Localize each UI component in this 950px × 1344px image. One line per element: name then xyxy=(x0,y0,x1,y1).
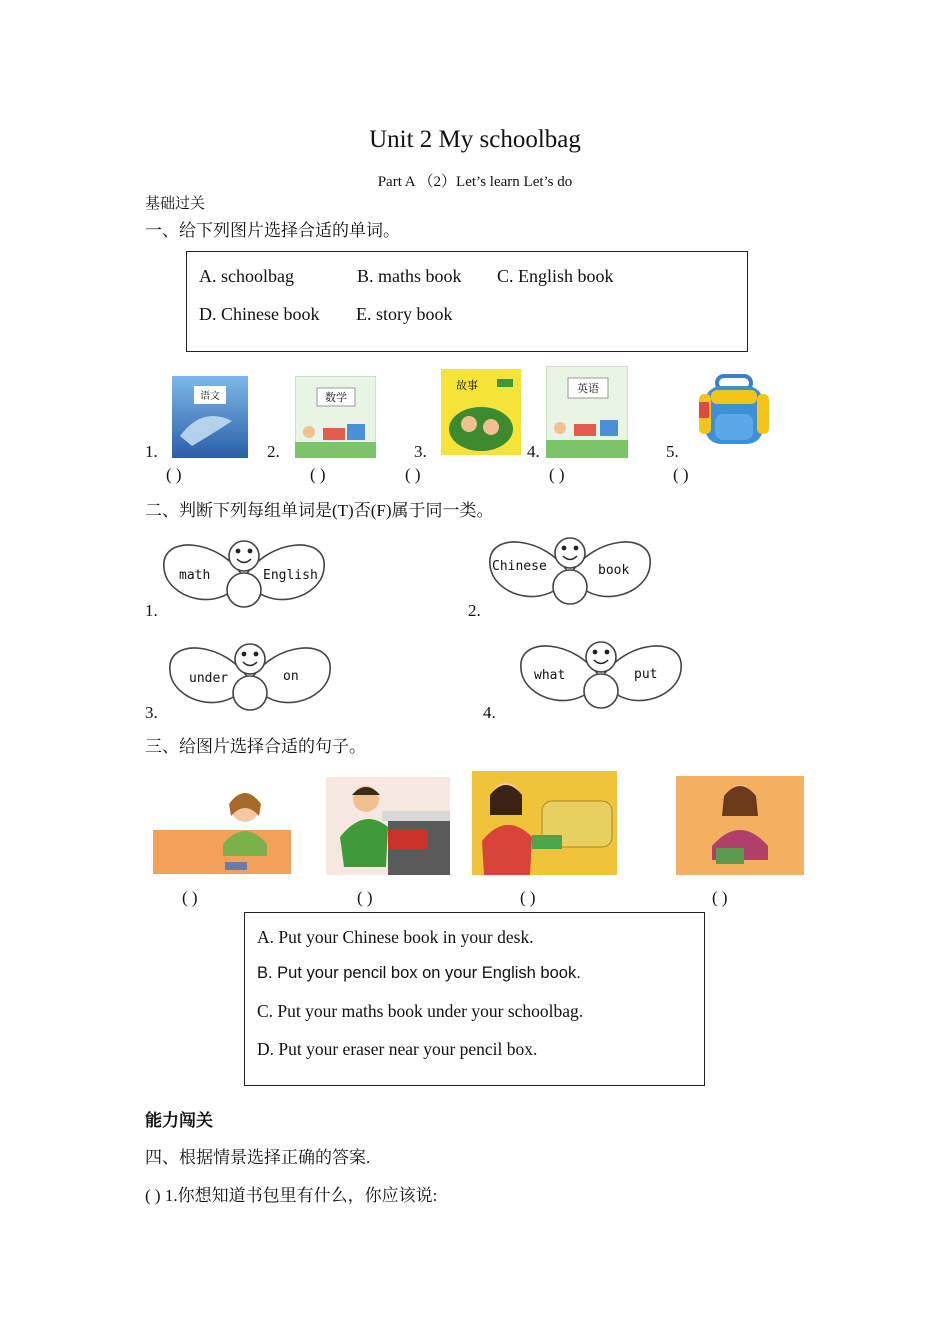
girl-maths-book-picture xyxy=(472,771,617,875)
svg-text:英语: 英语 xyxy=(577,382,599,395)
page-title: Unit 2 My schoolbag xyxy=(369,126,581,153)
q2-heading: 二、判断下列每组单词是(T)否(F)属于同一类。 xyxy=(145,501,494,520)
q3-answer-3[interactable]: ( ) xyxy=(520,888,536,907)
option-e: E. story book xyxy=(356,304,453,324)
butterfly-2-right-word: book xyxy=(598,563,630,578)
butterfly-1-left-word: math xyxy=(179,568,211,583)
q1-item-5-number: 5. xyxy=(666,442,679,461)
schoolbag-icon xyxy=(695,374,773,450)
q1-answer-3[interactable]: ( ) xyxy=(405,465,421,484)
maths-book-cover-icon xyxy=(295,376,376,458)
boy-chinese-book-picture xyxy=(326,777,450,875)
option-a: A. schoolbag xyxy=(199,266,294,286)
q1-answer-5[interactable]: ( ) xyxy=(673,465,689,484)
q4-heading: 四、根据情景选择正确的答案. xyxy=(145,1148,371,1167)
girl-pencil-box-picture xyxy=(676,776,804,875)
q1-answer-1[interactable]: ( ) xyxy=(166,465,182,484)
option-b: B. maths book xyxy=(357,266,462,286)
butterfly-1-right-word: English xyxy=(263,568,318,583)
q3-answer-2[interactable]: ( ) xyxy=(357,888,373,907)
butterfly-diagram-4 xyxy=(517,639,685,713)
page-subtitle: Part A （2）Let’s learn Let’s do xyxy=(377,174,573,190)
chinese-book-cover-icon xyxy=(172,376,248,458)
sentence-b: B. Put your pencil box on your English book. xyxy=(257,964,581,982)
option-d: D. Chinese book xyxy=(199,304,320,324)
q2-item-3-number: 3. xyxy=(145,703,158,722)
english-book-cover-icon xyxy=(546,366,628,458)
q2-item-2-number: 2. xyxy=(468,601,481,620)
story-book-cover-icon xyxy=(441,369,521,455)
q1-options-box xyxy=(186,251,748,352)
q3-answer-4[interactable]: ( ) xyxy=(712,888,728,907)
q1-item-3-number: 3. xyxy=(414,442,427,461)
cover-label: 语文 xyxy=(200,391,220,402)
q1-item-2-number: 2. xyxy=(267,442,280,461)
sentence-d: D. Put your eraser near your pencil box. xyxy=(257,1039,538,1059)
butterfly-2-left-word: Chinese xyxy=(492,559,547,574)
butterfly-diagram-3 xyxy=(166,641,334,715)
q1-answer-2[interactable]: ( ) xyxy=(310,465,326,484)
option-c: C. English book xyxy=(497,266,614,286)
q3-heading: 三、给图片选择合适的句子。 xyxy=(145,737,366,756)
sentence-c: C. Put your maths book under your schoolbag. xyxy=(257,1001,584,1021)
q1-item-1-number: 1. xyxy=(145,442,158,461)
butterfly-diagram-2 xyxy=(486,535,654,609)
svg-text:故事: 故事 xyxy=(456,379,478,392)
section-ability-label: 能力闯关 xyxy=(145,1111,213,1131)
sentence-a: A. Put your Chinese book in your desk. xyxy=(257,927,534,947)
q2-item-4-number: 4. xyxy=(483,703,496,722)
q4-item-1: ( ) 1.你想知道书包里有什么，你应该说: xyxy=(145,1186,438,1205)
girl-eraser-picture xyxy=(153,782,291,874)
q1-item-4-number: 4. xyxy=(527,442,540,461)
svg-text:数学: 数学 xyxy=(325,391,347,404)
q1-heading: 一、给下列图片选择合适的单词。 xyxy=(145,221,400,240)
q3-answer-1[interactable]: ( ) xyxy=(182,888,198,907)
butterfly-3-left-word: under xyxy=(189,671,229,686)
q1-answer-4[interactable]: ( ) xyxy=(549,465,565,484)
q3-sentences-box xyxy=(244,912,705,1086)
butterfly-3-right-word: on xyxy=(283,669,299,684)
butterfly-diagram-1 xyxy=(160,538,328,612)
section-basic-label: 基础过关 xyxy=(145,196,206,212)
butterfly-4-right-word: put xyxy=(634,667,658,682)
butterfly-4-left-word: what xyxy=(534,668,566,683)
q2-item-1-number: 1. xyxy=(145,601,158,620)
